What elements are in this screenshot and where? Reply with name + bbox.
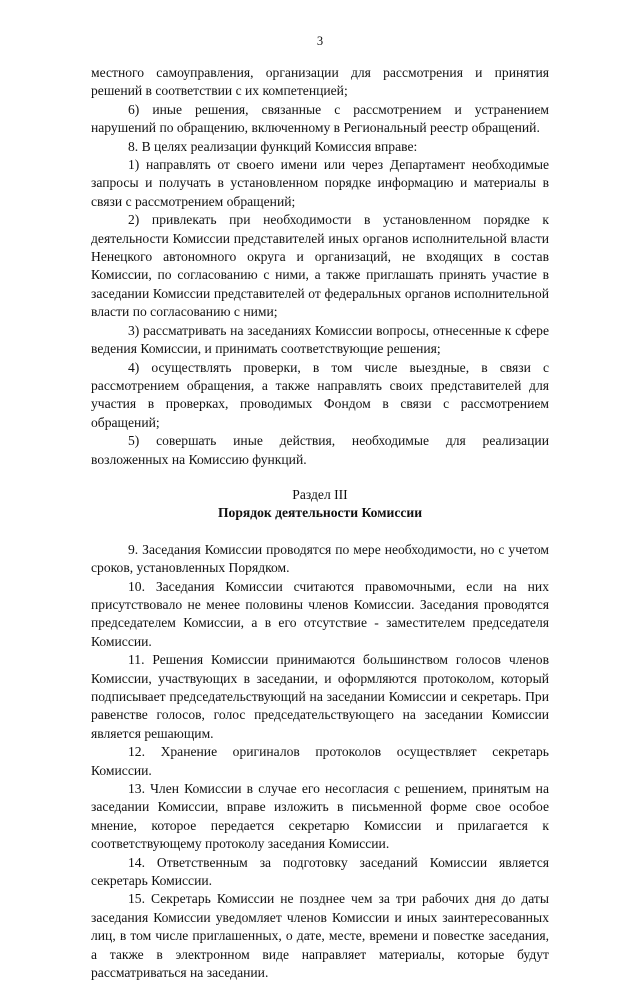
paragraph: 12. Хранение оригиналов протоколов осуществляет секретарь Комиссии.: [91, 744, 549, 778]
spacer: [91, 469, 549, 486]
page-number: 3: [316, 34, 324, 48]
paragraph: 2) привлекать при необходимости в установленном порядке к деятельности Комиссии представителей иных органов исполнительной власти Ненецкого автономного округа и организаций, не входящих в состав Комиссии, по согласованию с ними, а также приглашать принять участие в заседании Комиссии представителей от федеральных органов исполнительной власти по согласованию с ними;: [91, 212, 549, 320]
body-text: [91, 64, 549, 983]
paragraph: 10. Заседания Комиссии считаются правомочными, если на них присутствовало не менее половины членов Комиссии. Заседания проводятся председателем Комиссии, а в его отсутствие - заместителем председателя Комиссии.: [91, 578, 549, 649]
paragraph: 4) осуществлять проверки, в том числе выездные, в связи с рассмотрением обращения, а также направлять своих представителей для участия в проверках, проводимых Фондом в связи с рассмотрением обращений;: [91, 359, 549, 430]
paragraph: 3) рассматривать на заседаниях Комиссии вопросы, отнесенные к сфере ведения Комиссии, и принимать соответствующие решения;: [91, 322, 549, 357]
paragraph: местного самоуправления, организации для рассмотрения и принятия решений в соответствии с их компетенцией;: [91, 65, 549, 99]
paragraph: 14. Ответственным за подготовку заседаний Комиссии является секретарь Комиссии.: [91, 854, 549, 889]
paragraph: 15. Секретарь Комиссии не позднее чем за три рабочих дня до даты заседания Комиссии уведомляет членов Комиссии и иных заинтересованных лиц, в том числе приглашенных, о дате, месте, времени и повестке заседания, а также в электронном виде направляет материалы, которые будут рассматриваться на заседании.: [91, 891, 549, 981]
paragraph: 9. Заседания Комиссии проводятся по мере необходимости, но с учетом сроков, установленных Порядком.: [91, 541, 549, 576]
paragraph: 8. В целях реализации функций Комиссия вправе:: [128, 138, 418, 154]
spacer: [91, 523, 549, 541]
paragraph: 5) совершать иные действия, необходимые для реализации возложенных на Комиссию функций.: [91, 433, 549, 467]
paragraph: 6) иные решения, связанные с рассмотрением и устранением нарушений по обращению, включенному в Региональный реестр обращений.: [91, 101, 549, 136]
section-title: Порядок деятельности Комиссии: [217, 505, 423, 521]
paragraph: 13. Член Комиссии в случае его несогласия с решением, принятым на заседании Комиссии, вправе изложить в письменной форме свое особое мнение, которое передается секретарю Комиссии и прилагается к соответствующему протоколу заседания Комиссии.: [91, 781, 549, 852]
paragraph: 11. Решения Комиссии принимаются большинством голосов членов Комиссии, участвующих в заседании, и оформляются протоколом, который подписывает председательствующий на заседании Комиссии и секретарь. При равенстве голосов, голос председательствующего на заседании Комиссии является решающим.: [91, 652, 549, 741]
paragraph: 1) направлять от своего имени или через Департамент необходимые запросы и получать в установленном порядке информацию и материалы в связи с рассмотрением обращений;: [91, 157, 549, 209]
section-label: Раздел III: [292, 486, 348, 502]
